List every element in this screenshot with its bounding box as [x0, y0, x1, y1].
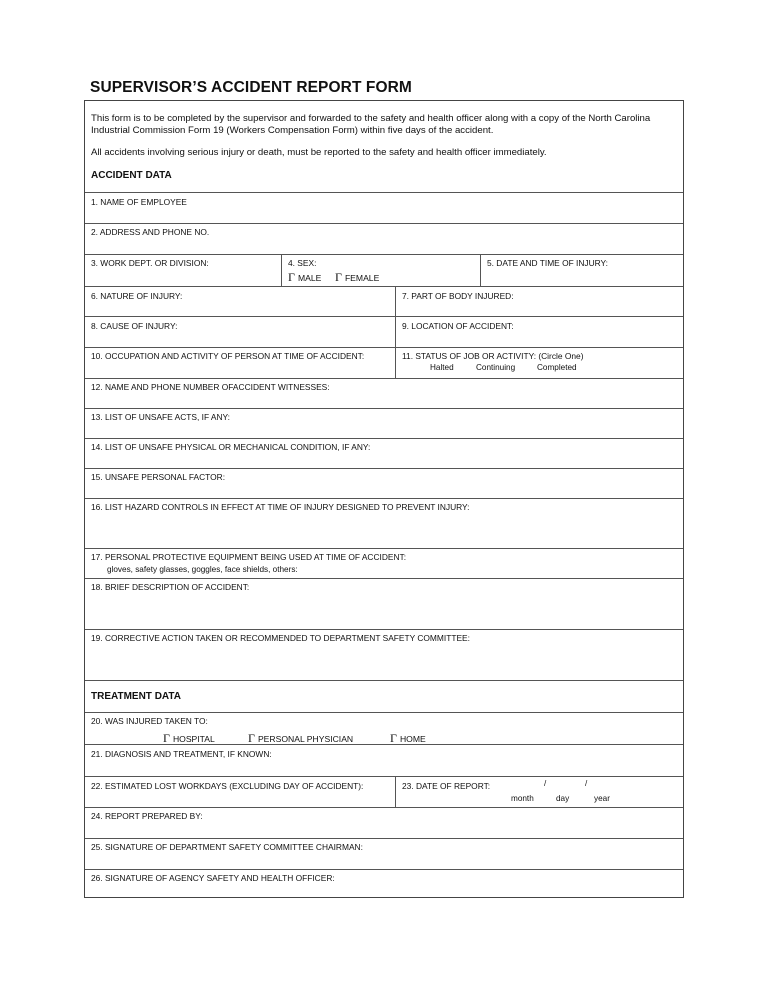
field-diagnosis-treatment[interactable]: 21. DIAGNOSIS AND TREATMENT, IF KNOWN: — [91, 749, 272, 759]
intro-line-2: Industrial Commission Form 19 (Workers Compensation Form) within five days of the accident. — [91, 125, 494, 136]
status-halted-option[interactable]: Halted — [430, 363, 454, 372]
field-work-dept[interactable]: 3. WORK DEPT. OR DIVISION: — [91, 258, 209, 268]
field-nature-of-injury[interactable]: 6. NATURE OF INJURY: — [91, 291, 183, 301]
field-unsafe-personal-factor[interactable]: 15. UNSAFE PERSONAL FACTOR: — [91, 472, 226, 482]
date-separator: / — [585, 779, 588, 788]
row-divider — [85, 869, 683, 870]
date-year-label: year — [594, 794, 610, 803]
field-accident-witnesses[interactable]: 12. NAME AND PHONE NUMBER OFACCIDENT WITNESSES: — [91, 382, 330, 392]
field-protective-equipment[interactable]: 17. PERSONAL PROTECTIVE EQUIPMENT BEING USED AT TIME OF ACCIDENT: — [91, 552, 407, 562]
protective-equipment-examples: gloves, safety glasses, goggles, face shields, others: — [107, 565, 298, 574]
row-divider — [85, 838, 683, 839]
checkbox-icon[interactable]: Γ — [335, 270, 342, 284]
field-unsafe-condition[interactable]: 14. LIST OF UNSAFE PHYSICAL OR MECHANICAL CONDITION, IF ANY: — [91, 442, 371, 452]
row-divider — [85, 578, 683, 579]
date-separator: / — [544, 779, 547, 788]
field-cause-of-injury[interactable]: 8. CAUSE OF INJURY: — [91, 321, 178, 331]
field-unsafe-acts[interactable]: 13. LIST OF UNSAFE ACTS, IF ANY: — [91, 412, 231, 422]
row-divider — [85, 223, 683, 224]
row-divider — [85, 438, 683, 439]
intro-notice: All accidents involving serious injury or death, must be reported to the safety and health officer immediately. — [91, 147, 547, 158]
field-address-phone[interactable]: 2. ADDRESS AND PHONE NO. — [91, 227, 210, 237]
intro-line-1: This form is to be completed by the supervisor and forwarded to the safety and health officer along with a copy of the North Carolina — [91, 113, 651, 124]
field-status-of-job: 11. STATUS OF JOB OR ACTIVITY: (Circle One) — [402, 351, 584, 361]
field-signature-safety-officer[interactable]: 26. SIGNATURE OF AGENCY SAFETY AND HEALTH OFFICER: — [91, 873, 335, 883]
status-continuing-option[interactable]: Continuing — [476, 363, 516, 372]
row-divider — [85, 498, 683, 499]
field-date-of-report[interactable]: 23. DATE OF REPORT: — [402, 781, 491, 791]
accident-report-form — [84, 100, 684, 898]
row-divider — [85, 468, 683, 469]
date-day-label: day — [556, 794, 570, 803]
row-divider — [85, 286, 683, 287]
row-divider — [85, 408, 683, 409]
intro-paragraph — [91, 113, 681, 137]
column-divider — [281, 254, 282, 286]
field-location-of-accident[interactable]: 9. LOCATION OF ACCIDENT: — [402, 321, 514, 331]
section-treatment-data: TREATMENT DATA — [91, 691, 181, 702]
row-divider — [85, 548, 683, 549]
field-name-of-employee[interactable]: 1. NAME OF EMPLOYEE — [91, 197, 187, 207]
taken-to-physician-option[interactable] — [248, 731, 353, 746]
column-divider — [395, 776, 396, 807]
checkbox-icon[interactable]: Γ — [163, 731, 170, 745]
field-sex: 4. SEX: — [288, 258, 317, 268]
column-divider — [395, 286, 396, 378]
row-divider — [85, 192, 683, 193]
field-lost-workdays[interactable]: 22. ESTIMATED LOST WORKDAYS (EXCLUDING DAY OF ACCIDENT): — [91, 781, 364, 791]
physician-label: PERSONAL PHYSICIAN — [257, 734, 354, 744]
row-divider — [85, 807, 683, 808]
row-divider — [85, 629, 683, 630]
sex-female-option[interactable] — [335, 270, 379, 285]
column-divider — [480, 254, 481, 286]
row-divider — [85, 712, 683, 713]
field-injured-taken-to: 20. WAS INJURED TAKEN TO: — [91, 716, 208, 726]
status-completed-option[interactable]: Completed — [537, 363, 577, 372]
row-divider — [85, 680, 683, 681]
hospital-label: HOSPITAL — [172, 734, 215, 744]
field-hazard-controls[interactable]: 16. LIST HAZARD CONTROLS IN EFFECT AT TIME OF INJURY DESIGNED TO PREVENT INJURY: — [91, 502, 470, 512]
row-divider — [85, 378, 683, 379]
taken-to-hospital-option[interactable] — [163, 731, 215, 746]
field-report-prepared-by[interactable]: 24. REPORT PREPARED BY: — [91, 811, 203, 821]
home-label: HOME — [399, 734, 426, 744]
sex-male-option[interactable] — [288, 270, 321, 285]
row-divider — [85, 316, 683, 317]
date-month-label: month — [511, 794, 534, 803]
sex-male-label: MALE — [297, 273, 322, 283]
section-accident-data: ACCIDENT DATA — [91, 170, 172, 181]
row-divider — [85, 776, 683, 777]
row-divider — [85, 254, 683, 255]
checkbox-icon[interactable]: Γ — [248, 731, 255, 745]
form-title: SUPERVISOR’S ACCIDENT REPORT FORM — [90, 79, 412, 96]
field-signature-committee-chairman[interactable]: 25. SIGNATURE OF DEPARTMENT SAFETY COMMITTEE CHAIRMAN: — [91, 842, 363, 852]
field-occupation-activity[interactable]: 10. OCCUPATION AND ACTIVITY OF PERSON AT TIME OF ACCIDENT: — [91, 351, 365, 361]
checkbox-icon[interactable]: Γ — [288, 270, 295, 284]
row-divider — [85, 347, 683, 348]
field-brief-description[interactable]: 18. BRIEF DESCRIPTION OF ACCIDENT: — [91, 582, 250, 592]
taken-to-home-option[interactable] — [390, 731, 426, 746]
field-part-of-body[interactable]: 7. PART OF BODY INJURED: — [402, 291, 514, 301]
sex-female-label: FEMALE — [344, 273, 380, 283]
field-corrective-action[interactable]: 19. CORRECTIVE ACTION TAKEN OR RECOMMENDED TO DEPARTMENT SAFETY COMMITTEE: — [91, 633, 470, 643]
field-date-time-injury[interactable]: 5. DATE AND TIME OF INJURY: — [487, 258, 608, 268]
checkbox-icon[interactable]: Γ — [390, 731, 397, 745]
